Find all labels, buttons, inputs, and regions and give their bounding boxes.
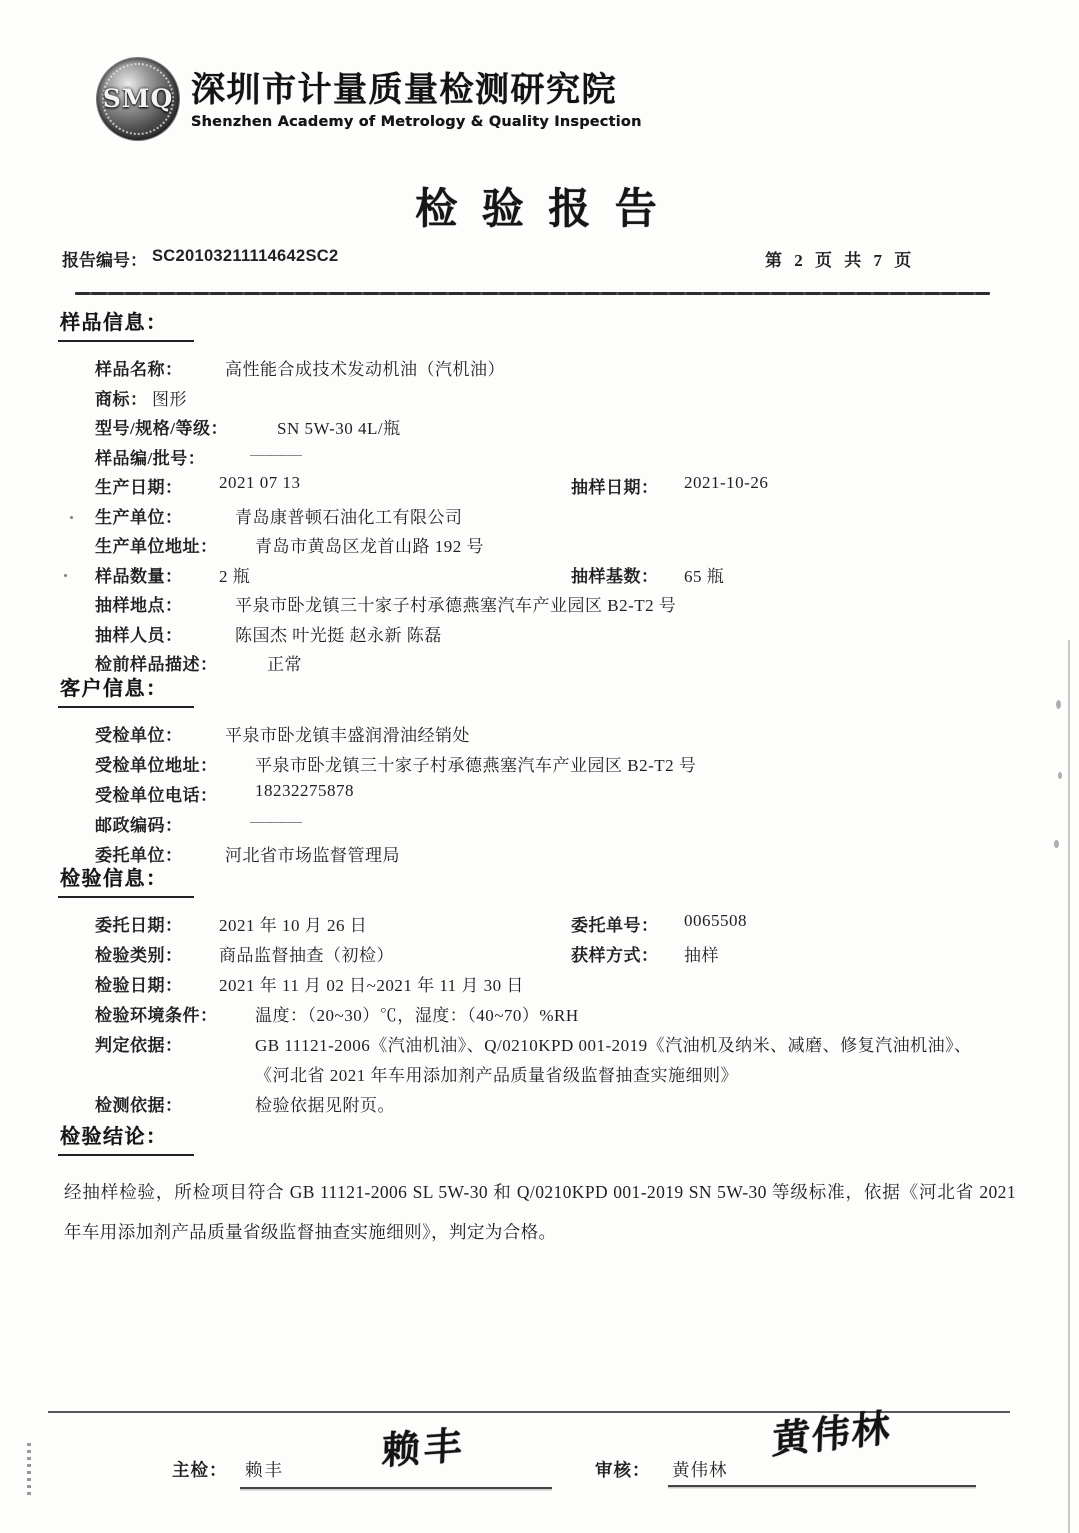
- field-label: 判定依据：: [95, 1036, 183, 1055]
- org-name-cn: 深圳市计量质量检测研究院: [191, 70, 617, 110]
- section-heading: 样品信息：: [58, 306, 194, 342]
- report-meta: [0, 246, 1079, 272]
- table-row: [95, 911, 747, 941]
- field-value: 抽样: [684, 946, 719, 965]
- report-no: SC20103211114642SC2: [152, 247, 339, 265]
- reviewer-name: 黄伟林: [672, 1460, 728, 1480]
- field-value: —————: [250, 446, 300, 461]
- table-row: [95, 532, 484, 562]
- section-customer-info: [58, 672, 697, 871]
- table-row: [95, 473, 769, 503]
- field-label: 检验类别：: [95, 946, 183, 965]
- field-value: 陈国杰 叶光挺 赵永新 陈磊: [235, 625, 442, 645]
- field-value: SN 5W-30 4L/瓶: [277, 419, 401, 438]
- field-label: 受检单位电话：: [95, 786, 218, 805]
- table-row: [95, 751, 697, 781]
- table-row: [95, 971, 524, 1001]
- field-label: 受检单位：: [95, 726, 183, 745]
- field-label: 生产日期：: [95, 478, 183, 497]
- section-inspection-info: [58, 862, 972, 1121]
- field-value: 2021 年 10 月 26 日: [219, 916, 368, 935]
- report-no-label: 报告编号：: [62, 251, 147, 270]
- field-value: 18232275878: [255, 781, 354, 800]
- field-value: GB 11121-2006《汽油机油》、Q/0210KPD 001-2019《汽油机及纳米、减磨、修复汽油机油》、《河北省 2021 年车用添加剂产品质量省级监督抽查实施细则》: [255, 1036, 972, 1085]
- signature-line: [240, 1487, 552, 1489]
- field-value: 2 瓶: [219, 566, 251, 586]
- table-row: [95, 562, 725, 592]
- field-value: 商品监督抽查（初检）: [219, 946, 394, 965]
- field-value: 平泉市卧龙镇三十家子村承德燕塞汽车产业园区 B2-T2 号: [255, 756, 697, 775]
- field-value: 65 瓶: [684, 566, 725, 586]
- inspector-label: 主检：: [172, 1460, 228, 1480]
- reviewer-label: 审核：: [595, 1460, 651, 1480]
- signature-line: [668, 1485, 976, 1487]
- table-row: [95, 721, 470, 751]
- divider-line: [75, 292, 990, 295]
- field-label: 邮政编码：: [95, 816, 183, 835]
- field-value: 正常: [267, 655, 302, 674]
- section-conclusion: [58, 1120, 1016, 1252]
- field-label: 抽样基数：: [571, 566, 659, 586]
- table-row: [95, 811, 300, 841]
- sample-rows: [95, 355, 769, 680]
- field-value: —————: [250, 814, 300, 828]
- field-label: 受检单位地址：: [95, 756, 218, 775]
- field-label: 样品名称：: [95, 360, 183, 379]
- field-label: 检测依据：: [95, 1096, 183, 1115]
- section-sample-info: [58, 306, 769, 680]
- field-label: 抽样日期：: [571, 478, 659, 497]
- field-label: 生产单位：: [95, 507, 183, 527]
- customer-rows: [95, 721, 697, 871]
- inspector-name: 赖丰: [245, 1460, 284, 1480]
- smq-logo-icon: [97, 58, 179, 140]
- field-value: 0065508: [684, 911, 747, 930]
- field-value: 平泉市卧龙镇三十家子村承德燕塞汽车产业园区 B2-T2 号: [235, 596, 677, 615]
- field-label: 生产单位地址：: [95, 537, 218, 556]
- scan-speck: [1058, 772, 1062, 779]
- scan-dot: [70, 516, 73, 519]
- table-row: [95, 941, 719, 971]
- logo-text: SMQ: [102, 83, 174, 113]
- table-row: [95, 503, 463, 533]
- field-value: 检验依据见附页。: [255, 1096, 395, 1115]
- field-label: 获样方式：: [571, 946, 659, 965]
- table-row: [95, 1091, 395, 1121]
- table-row: [95, 591, 677, 621]
- field-value: 图形: [152, 389, 187, 409]
- field-label: 型号/规格/等级：: [95, 419, 228, 438]
- signature-block: [0, 1407, 1079, 1525]
- scan-dot: [64, 574, 67, 577]
- field-value: 温度：（20~30）℃，湿度：（40~70）%RH: [255, 1006, 579, 1025]
- field-value: 青岛市黄岛区龙首山路 192 号: [255, 537, 484, 556]
- field-value: 2021 年 11 月 02 日~2021 年 11 月 30 日: [219, 976, 524, 995]
- scan-speck: [1056, 700, 1061, 709]
- table-row: [95, 414, 401, 444]
- field-label: 抽样地点：: [95, 596, 183, 615]
- field-label: 委托单位：: [95, 846, 183, 865]
- table-row: [95, 1031, 972, 1091]
- field-label: 样品编/批号：: [95, 448, 206, 468]
- field-label: 委托日期：: [95, 916, 183, 935]
- table-row: [95, 1001, 579, 1031]
- org-name-en: Shenzhen Academy of Metrology & Quality Inspection: [191, 114, 642, 130]
- field-label: 商标：: [95, 389, 148, 409]
- field-value: 2021 07 13: [219, 473, 301, 492]
- section-heading: 检验结论：: [58, 1120, 194, 1156]
- table-row: [95, 781, 354, 811]
- field-value: 2021-10-26: [684, 473, 769, 492]
- field-label: 样品数量：: [95, 566, 183, 586]
- field-value: 青岛康普顿石油化工有限公司: [235, 507, 463, 527]
- inspection-rows: [95, 911, 972, 1121]
- section-heading: 客户信息：: [58, 672, 194, 708]
- table-row: [95, 621, 442, 651]
- page-indicator: 第 2 页 共 7 页: [765, 251, 916, 270]
- conclusion-text: 经抽样检验，所检项目符合 GB 11121-2006 SL 5W-30 和 Q/0210KPD 001-2019 SN 5W-30 等级标准，依据《河北省 2021 年车用添加剂产品质量省级监督抽查实施细则》，判定为合格。: [64, 1182, 1016, 1242]
- field-label: 抽样人员：: [95, 625, 183, 645]
- field-label: 检验环境条件：: [95, 1006, 218, 1025]
- scan-speck: [1054, 840, 1059, 848]
- field-label: 委托单号：: [571, 916, 659, 935]
- section-heading: 检验信息：: [58, 862, 194, 898]
- table-row: [95, 444, 300, 474]
- scan-edge-artifact: [1068, 640, 1070, 1533]
- side-form-code: [27, 1443, 31, 1497]
- field-label: 检验日期：: [95, 976, 183, 995]
- inspector-signature: 赖丰: [381, 1424, 467, 1474]
- field-value: 河北省市场监督管理局: [225, 846, 400, 865]
- org-names: [191, 58, 642, 130]
- field-label: 检前样品描述：: [95, 655, 218, 674]
- table-row: [95, 385, 194, 415]
- table-row: [95, 355, 505, 385]
- page-title: 检 验 报 告: [415, 187, 664, 233]
- field-value: 高性能合成技术发动机油（汽机油）: [225, 360, 505, 379]
- reviewer-signature: 黄伟林: [771, 1407, 893, 1463]
- header: [97, 58, 642, 140]
- field-value: 平泉市卧龙镇丰盛润滑油经销处: [225, 726, 470, 745]
